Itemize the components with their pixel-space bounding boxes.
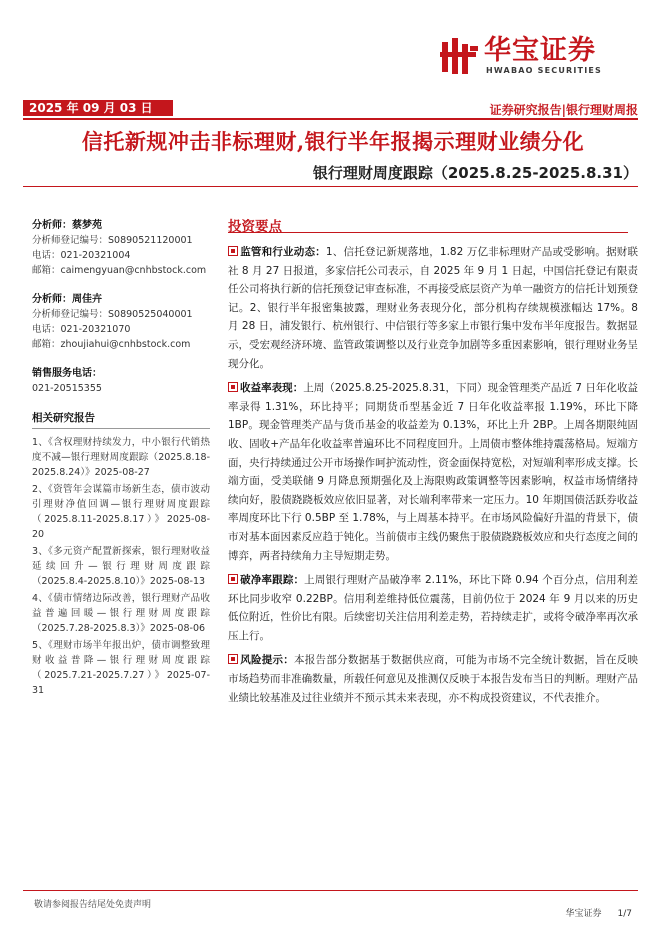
key-point-text: 上周银行理财产品破净率 2.11%，环比下降 0.94 个百分点，信用利差环比同步收窄 0.22BP。信用利差维持低位震荡，目前仍位于 2024 年 9 月以来的历史低位附近，性价比有限。后续密切关注信用利差走势，若持续走扩，或将令破净率再次承压上行。 (228, 574, 639, 642)
sidebar (32, 218, 210, 700)
sales-label: 销售服务电话： (32, 368, 102, 379)
bullet-icon (228, 654, 238, 664)
related-report-item[interactable]: 4、《债市情绪边际改善，银行理财产品收益普遍回暖—银行理财周度跟踪（2025.7.28-2025.8.3）》2025-08-06 (32, 593, 210, 634)
bullet-icon (228, 574, 238, 584)
key-point-break-even (228, 571, 638, 645)
analyst-cert: 分析师登记编号：S0890521120001 (32, 235, 193, 246)
sales-contact (32, 366, 210, 396)
key-point-lead: 风险提示： (240, 654, 295, 667)
key-point-text: 上周（2025.8.25-2025.8.31，下同）现金管理类产品近 7 日年化收益率录得 1.31%，环比持平；同期货币型基金近 7 日年化收益率报 1.19%，环比下降 1BP。现金管理类产品与货币基金的收益差为 0.13%，环比上升 2BP。上周各期限纯固收、固收+产品年化收益率普遍环比不同程度回升。上周债市整体维持震荡格局。短端方面，央行持续通过公开市场操作呵护流动性，资金面保持宽松，对短端利率形成支撑。长端方面，受美联储 9 月降息预期强化及上海限购政策调整等因素影响，权益市场情绪持续向好，股债跷跷板效应依旧显著，对长端利率带来一定压力。10 年期国债活跃券收益率周度环比下行 0.5BP 至 1.78%，与上周基本持平。在市场风险偏好升温的背景下，债市对基本面因素反应趋于钝化。当前债市主线仍聚焦于股债跷跷板效应和央行态度之间的博弈，两者持续角力主导短期走势。 (228, 382, 638, 562)
analyst-phone: 电话：021-20321070 (32, 324, 131, 335)
analyst-phone: 电话：021-20321004 (32, 250, 131, 261)
related-report-item[interactable]: 3、《多元资产配置新探索，银行理财收益延续回升—银行理财周度跟踪（2025.8.4-2025.8.10）》2025-08-13 (32, 546, 210, 587)
brand-name-en: HWABAO SECURITIES (486, 66, 603, 75)
key-point-risk (228, 651, 638, 707)
bullet-icon (228, 246, 238, 256)
analyst-card (32, 218, 210, 278)
report-header-bar (23, 98, 638, 120)
key-point-lead: 监管和行业动态： (240, 246, 326, 258)
analyst-card (32, 292, 210, 352)
footer-info (550, 906, 633, 919)
company-logo (440, 36, 630, 76)
analyst-email[interactable]: 邮箱：caimengyuan@cnhbstock.com (32, 265, 207, 276)
analyst-email[interactable]: 邮箱：zhoujiahui@cnhbstock.com (32, 339, 191, 350)
analyst-heading: 分析师：蔡梦苑 (32, 220, 102, 231)
report-subtitle: 银行理财周度跟踪（2025.8.25-2025.8.31） (312, 164, 638, 182)
sales-phone: 021-20515355 (32, 383, 102, 394)
key-point-text: 1、信托登记新规落地，1.82 万亿非标理财产品或受影响。据财联社 8 月 27 日报道，多家信托公司表示，自 2025 年 9 月 1 日起，中国信托登记有限责任公司将执行新的信托预登记审查标准，不再接受底层资产为单一融资方的信托计划预登记。2、银行半年报密集披露，理财业务表现分化，部分机构存续规模涨幅达 17%。8 月 28 日，浦发银行、杭州银行、中信银行等多家上市银行集中发布半年度报告。数据显示，受宏观经济环境、监管政策调整以及行业竞争加剧等多重因素影响，银行理财业务呈现分化。 (228, 246, 638, 370)
hwabao-logo-icon (440, 36, 480, 76)
bullet-icon (228, 382, 238, 392)
analyst-name: 周佳卉 (72, 294, 102, 305)
report-date: 2025 年 09 月 03 日 (23, 100, 173, 116)
key-point-yield (228, 379, 638, 565)
analyst-heading: 分析师：周佳卉 (32, 294, 102, 305)
key-point-lead: 破净率跟踪： (240, 574, 305, 587)
brand-name-cn: 华宝证券 (484, 35, 596, 66)
analyst-cert: 分析师登记编号：S0890525040001 (32, 309, 193, 320)
footer-disclaimer: 敬请参阅报告结尾处免责声明 (34, 900, 152, 910)
footer-divider (23, 890, 638, 891)
key-point-regulation (228, 243, 638, 373)
page-number: 1/7 (617, 909, 632, 919)
title-divider (23, 186, 638, 187)
report-category: 证券研究报告|银行理财周报 (489, 103, 638, 117)
related-report-item[interactable]: 1、《含权理财持续发力，中小银行代销热度不减—银行理财周度跟踪（2025.8.18-2025.8.24）》2025-08-27 (32, 437, 210, 478)
key-point-text: 本报告部分数据基于数据供应商，可能为市场不完全统计数据，旨在反映市场趋势而非准确数量，所载任何意见及推测仅反映于本报告发布当日的判断。理财产品业绩比较基准及过往业绩并不预示其未来表现，亦不构成投资建议，不代表推介。 (228, 654, 639, 704)
related-report-item[interactable]: 2、《资管年会谋篇市场新生态，债市波动引理财净值回调—银行理财周度跟踪（2025.8.11-2025.8.17）》2025-08-20 (32, 484, 210, 540)
key-point-lead: 收益率表现： (240, 382, 304, 395)
analyst-name: 蔡梦苑 (72, 220, 102, 231)
report-title: 信托新规冲击非标理财,银行半年报揭示理财业绩分化 (81, 129, 585, 154)
related-reports-heading: 相关研究报告 (32, 410, 210, 429)
related-report-item[interactable]: 5、《理财市场半年报出炉，债市调整致理财收益普降—银行理财周度跟踪（2025.7.21-2025.7.27）》2025-07-31 (32, 640, 210, 696)
section-title: 投资要点 (228, 215, 628, 233)
header-divider (23, 118, 638, 120)
footer-company: 华宝证券 (565, 909, 602, 919)
main-content (228, 215, 638, 713)
